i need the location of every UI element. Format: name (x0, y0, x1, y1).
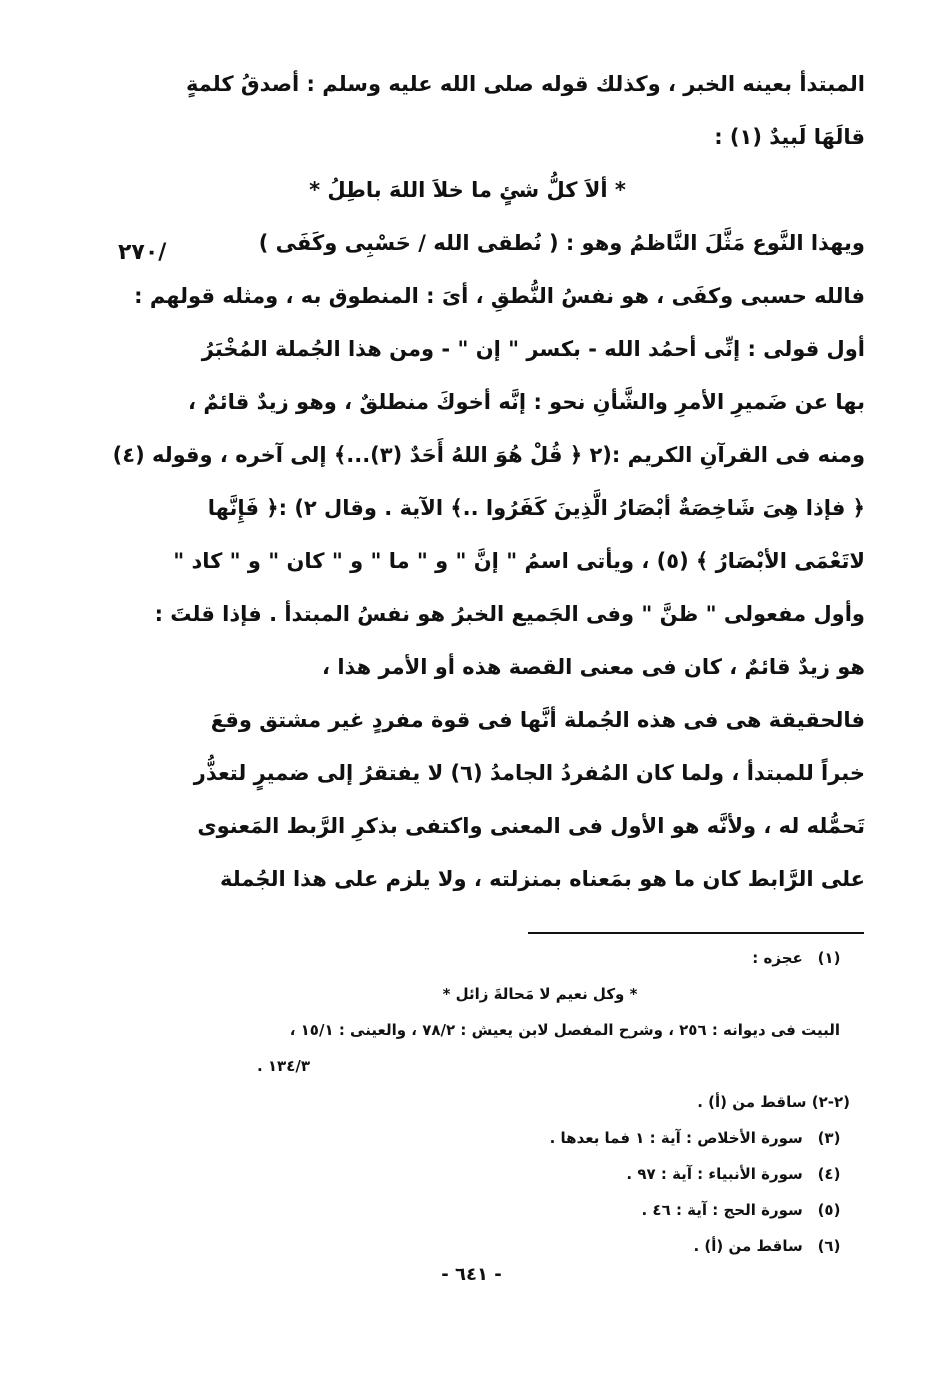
main-text (110, 58, 865, 906)
text-line: خبراً للمبتدأ ، ولما كان المُفردُ الجامدُ (٦) لا يفتقرُ إلى ضميرٍ لتعذُّر (193, 761, 865, 785)
footnote-number: (٤) (817, 1165, 841, 1183)
text-line: فالحقيقة هى فى هذه الجُملة أنَّها فى قوة مفردٍ غير مشتق وقعَ (210, 708, 865, 732)
footnote-number: (١) (817, 949, 841, 967)
footnote-text: عجزه : (752, 949, 803, 967)
margin-page-reference: ٢٧٠/ (118, 240, 167, 265)
footnote-text: * وكل نعيم لا مَحالةَ زائل * (442, 985, 638, 1003)
footnote-text: ١٣٤/٣ . (256, 1057, 310, 1075)
footnote-number: (٦) (817, 1237, 841, 1255)
footnote-text: (٢-٢) ساقط من (أ) . (697, 1093, 850, 1111)
footnote-item (160, 1120, 850, 1156)
footnote-text: سورة الحج : آية : ٤٦ . (641, 1201, 803, 1219)
footnote-item (160, 940, 850, 976)
text-line: وأول مفعولى " ظنَّ " وفى الجَميع الخبرُ هو نفسُ المبتدأ . فإذا قلتَ : (154, 602, 865, 626)
footnote-item (160, 1012, 850, 1048)
poem-verse: * ألاَ كلُّ شئٍ ما خلاَ اللهَ باطِلُ * (309, 178, 626, 202)
footnote-number: (٥) (817, 1201, 841, 1219)
text-line: فالله حسبى وكفَى ، هو نفسُ النُّطقِ ، أىَ : المنطوق به ، ومثله قولهم : (134, 284, 865, 308)
text-line: ومنه فى القرآنِ الكريم :(٢ ﴿ قُلْ هُوَ اللهُ أَحَدٌ (٣)...﴾ إلى آخره ، وقوله (٤) (112, 443, 865, 467)
text-line: ﴿ فإذا هِىَ شَاخِصَةٌ أبْصَارُ الَّذِينَ كَفَرُوا ..﴾ الآية . وقال ٢) :﴿ فَإِنَّها (207, 496, 865, 520)
text-line: على الرَّابط كان ما هو بمَعناه بمنزلته ، ولا يلزم على هذا الجُملة (220, 867, 865, 891)
text-line: أول قولى : إنِّى أحمُد الله - بكسر " إن " - ومن هذا الجُملة المُخْبَرُ (201, 337, 865, 361)
footnote-text: البيت فى ديوانه : ٢٥٦ ، وشرح المفصل لابن يعيش : ٧٨/٢ ، والعينى : ١٥/١ ، (289, 1021, 840, 1039)
footnote-item (160, 1228, 850, 1264)
footnote-text: سورة الأنبياء : آية : ٩٧ . (626, 1165, 803, 1183)
footnote-item (160, 1048, 850, 1084)
text-line: المبتدأ بعينه الخبر ، وكذلك قوله صلى الله عليه وسلم : أصدقُ كلمةٍ (185, 72, 865, 96)
footnote-item (160, 1156, 850, 1192)
footnote-separator (528, 932, 864, 934)
footnotes (160, 940, 850, 1264)
text-line: ويهذا النَّوع مَثَّلَ النَّاظمُ وهو : ( نُطقى الله / حَسْبِى وكَفَى ) (258, 231, 865, 255)
footnote-number: (٣) (817, 1129, 841, 1147)
footnote-item (160, 1084, 850, 1120)
footnote-item (160, 1192, 850, 1228)
text-line: هو زيدٌ قائمٌ ، كان فى معنى القصة هذه أو الأمر هذا ، (322, 655, 865, 679)
footnote-text: ساقط من (أ) . (693, 1237, 803, 1255)
text-line: قالَهَا لَبيدٌ (١) : (714, 125, 865, 149)
page-number: - ٦٤١ - (441, 1264, 502, 1285)
footnote-verse (160, 976, 850, 1012)
text-line: تَحمُّله له ، ولأنَّه هو الأول فى المعنى واكتفى بذكرِ الرَّبط المَعنوى (197, 814, 865, 838)
footnote-text: سورة الأخلاص : آية : ١ فما بعدها . (549, 1129, 803, 1147)
text-line: لاتَعْمَى الأبْصَارُ ﴾ (٥) ، ويأتى اسمُ " إنَّ " و " ما " و " كان " و " كاد " (173, 549, 865, 573)
text-line: بها عن ضَميرِ الأمرِ والشَّأنِ نحو : إنَّه أخوكَ منطلقٌ ، وهو زيدٌ قائمٌ ، (188, 390, 865, 414)
